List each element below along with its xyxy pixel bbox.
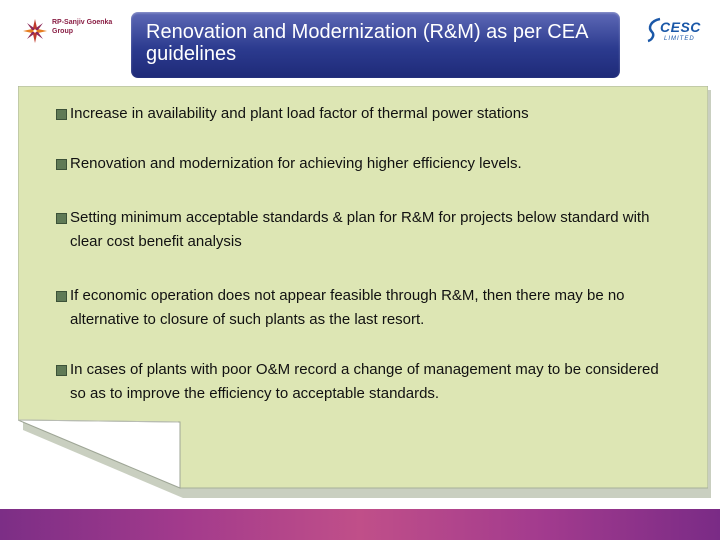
page-title: Renovation and Modernization (R&M) as per CEA guidelines bbox=[146, 21, 588, 65]
cesc-logo bbox=[646, 14, 706, 48]
bullet-text: If economic operation does not appear feasible through R&M, then there may be no alternative to closure of such plants as the last resort. bbox=[70, 287, 625, 328]
bullet-item-1 bbox=[56, 102, 696, 126]
rpsg-logo bbox=[18, 14, 128, 48]
bullet-square-icon bbox=[56, 159, 67, 170]
cesc-logo-tag: LIMITED bbox=[664, 36, 695, 42]
cesc-logo-name: CESC bbox=[660, 19, 701, 35]
bullet-item-2 bbox=[56, 152, 696, 176]
bullet-square-icon bbox=[56, 109, 67, 120]
star-burst-logo-icon bbox=[22, 18, 48, 44]
bullet-square-icon bbox=[56, 291, 67, 302]
bullet-item-4 bbox=[56, 284, 661, 332]
bullet-square-icon bbox=[56, 365, 67, 376]
bullet-text: In cases of plants with poor O&M record a change of management may to be considered so as to improve the efficiency to acceptable standards. bbox=[70, 361, 659, 402]
footer-band bbox=[0, 509, 720, 540]
rpsg-logo-text: RP-Sanjiv Goenka Group bbox=[52, 19, 113, 35]
bullet-item-3 bbox=[56, 206, 661, 254]
bullet-square-icon bbox=[56, 213, 67, 224]
bullet-text: Renovation and modernization for achieving higher efficiency levels. bbox=[70, 155, 522, 172]
bullet-item-5 bbox=[56, 358, 661, 406]
bullet-text: Setting minimum acceptable standards & plan for R&M for projects below standard with clear cost benefit analysis bbox=[70, 209, 650, 250]
bullet-text: Increase in availability and plant load factor of thermal power stations bbox=[70, 105, 529, 122]
